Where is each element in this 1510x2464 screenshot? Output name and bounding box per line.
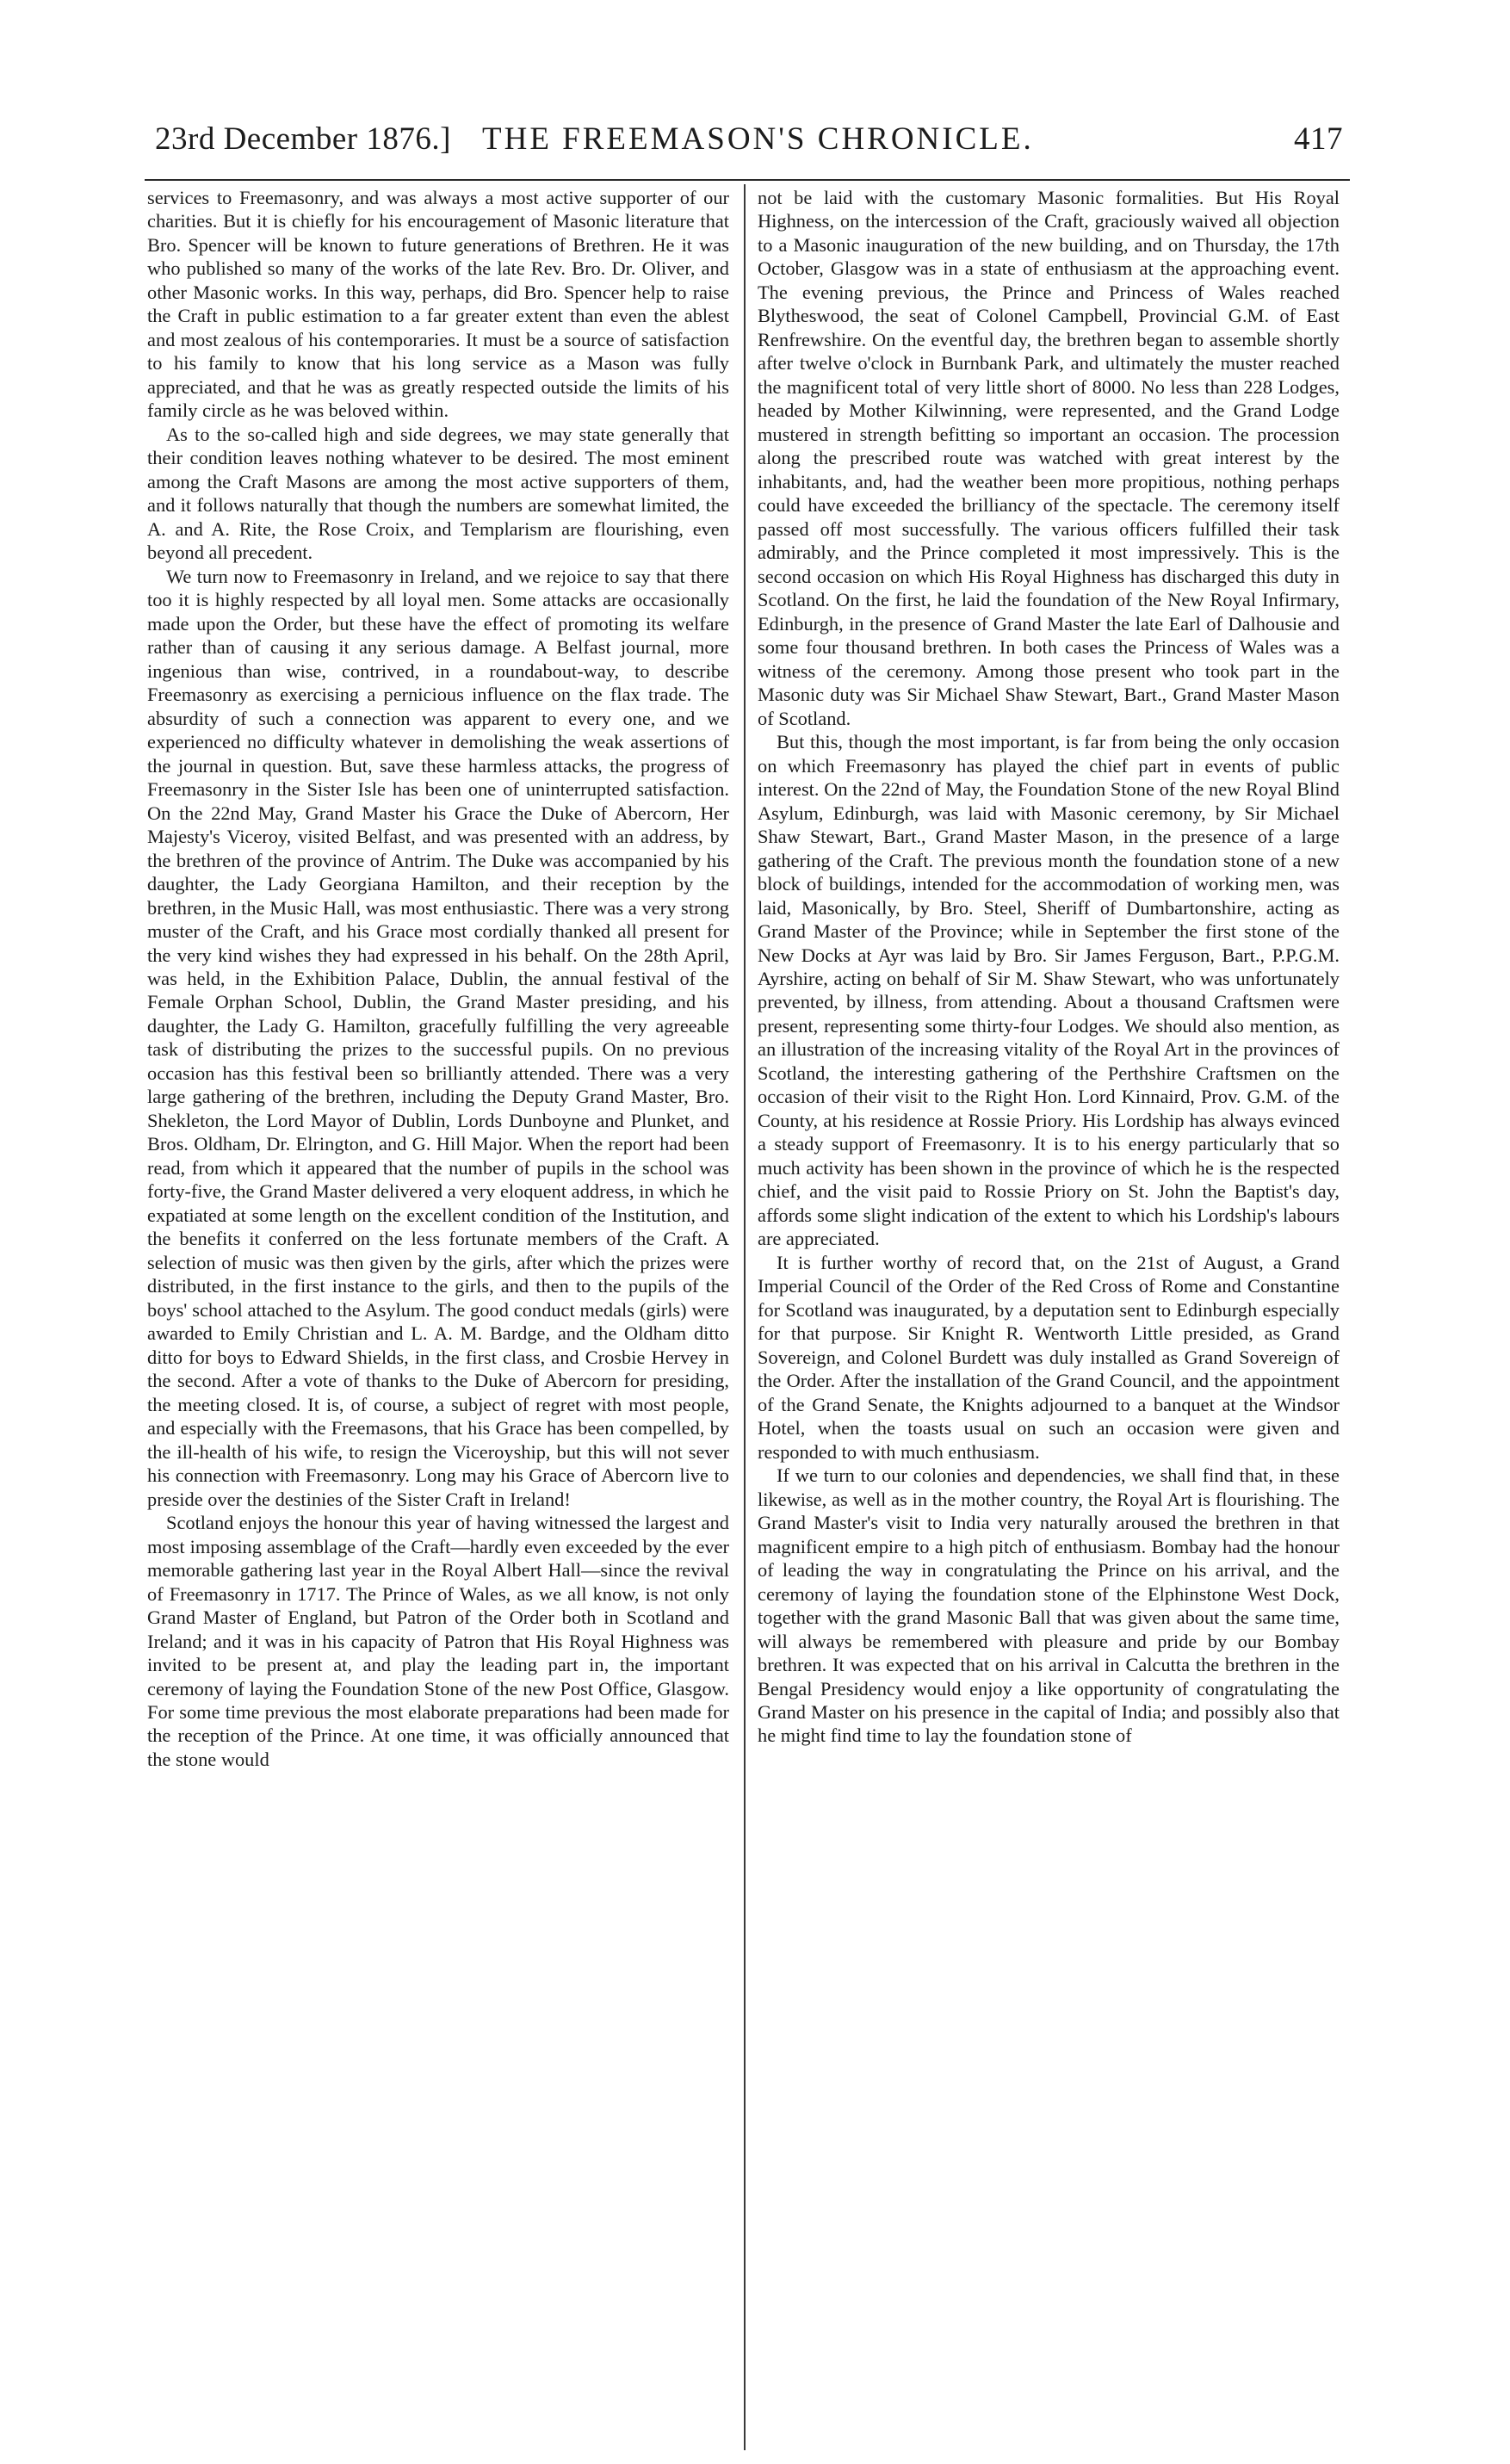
issue-date: 23rd December 1876.]: [155, 121, 451, 157]
right-column: [758, 186, 1340, 1748]
paragraph: not be laid with the customary Masonic formalities. But His Royal Highness, on the intercession of the Craft, graciously waived all objection to a Masonic inauguration of the new building, and on Thursday, the 17th October, Glasgow was in a state of enthusiasm at the approaching event. The evening previous, the Prince and Princess of Wales reached Blytheswood, the seat of Colonel Campbell, Provincial G.M. of East Renfrewshire. On the eventful day, the brethren began to assemble shortly after twelve o'clock in Burnbank Park, and ultimately the muster reached the magnificent total of very little short of 8000. No less than 228 Lodges, headed by Mother Kilwinning, were represented, and the Grand Lodge mustered in strength befitting so important an occasion. The procession along the prescribed route was watched with great interest by the inhabitants, and, had the weather been more propitious, nothing perhaps could have exceeded the brilliancy of the spectacle. The ceremony itself passed off most successfully. The various officers fulfilled their task admirably, and the Prince completed it most impressively. This is the second occasion on which His Royal Highness has discharged this duty in Scotland. On the first, he laid the foundation of the New Royal Infirmary, Edinburgh, in the presence of Grand Master the late Earl of Dalhousie and some four thousand brethren. In both cases the Princess of Wales was a witness of the ceremony. Among those present who took part in the Masonic duty was Sir Michael Shaw Stewart, Bart., Grand Master Mason of Scotland.: [758, 187, 1340, 729]
paragraph: If we turn to our colonies and dependencies, we shall find that, in these likewise, as well as in the mother country, the Royal Art is flourishing. The Grand Master's visit to India very naturally aroused the brethren in that magnificent empire to a high pitch of enthusiasm. Bombay had the honour of leading the way in congratulating the Prince on his arrival, and the ceremony of laying the foundation stone of the Elphinstone West Dock, together with the grand Masonic Ball that was given about the same time, will always be remembered with pleasure and pride by our Bombay brethren. It was expected that on his arrival in Calcutta the brethren in the Bengal Presidency would enjoy a like opportunity of congratulating the Grand Master on his presence in the capital of India; and possibly also that he might find time to lay the foundation stone of: [758, 1464, 1340, 1747]
column-divider: [744, 184, 746, 2450]
header-rule: [145, 179, 1350, 181]
masthead: [155, 121, 1343, 172]
paragraph: But this, though the most important, is far from being the only occasion on which Freemasonry has played the chief part in events of public interest. On the 22nd of May, the Foundation Stone of the new Royal Blind Asylum, Edinburgh, was laid with Masonic ceremony, by Sir Michael Shaw Stewart, Bart., Grand Master Mason, in the presence of a large gathering of the Craft. The previous month the foundation stone of a new block of buildings, intended for the accommodation of working men, was laid, Masonically, by Bro. Steel, Sheriff of Dumbartonshire, acting as Grand Master of the Province; while in September the first stone of the New Docks at Ayr was laid by Bro. Sir James Ferguson, Bart., P.P.G.M. Ayrshire, acting on behalf of Sir M. Shaw Stewart, who was unfortunately prevented, by illness, from attending. About a thousand Craftsmen were present, representing some thirty-four Lodges. We should also mention, as an illustration of the increasing vitality of the Royal Art in the provinces of Scotland, the interesting gathering of the Perthshire Craftsmen on the occasion of their visit to the Right Hon. Lord Kinnaird, Prov. G.M. of the County, at his residence at Rossie Priory. His Lordship has always evinced a steady support of Freemasonry. It is to his energy particularly that so much activity has been shown in the province of which he is the respected chief, and the visit paid to Rossie Priory on St. John the Baptist's day, affords some slight indication of the extent to which his Lordship's labours are appreciated.: [758, 731, 1340, 1250]
paragraph: We turn now to Freemasonry in Ireland, and we rejoice to say that there too it is highly respected by all loyal men. Some attacks are occasionally made upon the Order, but these have the effect of promoting its welfare rather than of causing it any serious damage. A Belfast journal, more ingenious than wise, contrived, in a roundabout-way, to describe Freemasonry as exercising a pernicious influence on the flax trade. The absurdity of such a connection was apparent to every one, and we experienced no difficulty whatever in demolishing the weak assertions of the journal in question. But, save these harmless attacks, the progress of Freemasonry in the Sister Isle has been one of uninterrupted satisfaction. On the 22nd May, Grand Master his Grace the Duke of Abercorn, Her Majesty's Viceroy, visited Belfast, and was presented with an address, by the brethren of the province of Antrim. The Duke was accompanied by his daughter, the Lady Georgiana Hamilton, and their reception by the brethren, in the Music Hall, was most enthusiastic. There was a very strong muster of the Craft, and his Grace most cordially thanked all present for the very kind wishes they had expressed in his behalf. On the 28th April, was held, in the Exhibition Palace, Dublin, the annual festival of the Female Orphan School, Dublin, the Grand Master presiding, and his daughter, the Lady G. Hamilton, gracefully fulfilling the very agreeable task of distributing the prizes to the successful pupils. On no previous occasion has this festival been so brilliantly attended. There was a very large gathering of the brethren, including the Deputy Grand Master, Bro. Shekleton, the Lord Mayor of Dublin, Lords Dunboyne and Plunket, and Bros. Oldham, Dr. Elrington, and G. Hill Major. When the report had been read, from which it appeared that the number of pupils in the school was forty-five, the Grand Master delivered a very eloquent address, in which he expatiated at some length on the excellent condition of the Institution, and the benefits it conferred on the less fortunate members of the Craft. A selection of music was then given by the girls, after which the prizes were distributed, in the first instance to the girls, and then to the pupils of the boys' school attached to the Asylum. The good conduct medals (girls) were awarded to Emily Christian and L. A. M. Bardge, and the Oldham ditto ditto for boys to Edward Shields, in the first class, and Crosbie Hervey in the second. After a vote of thanks to the Duke of Abercorn for presiding, the meeting closed. It is, of course, a subject of regret with most people, and especially with the Freemasons, that his Grace has been compelled, by the ill-health of his wife, to resign the Viceroyship, but this will not sever his connection with Freemasonry. Long may his Grace of Abercorn live to preside over the destinies of the Sister Craft in Ireland!: [147, 565, 729, 1510]
publication-title: THE FREEMASON'S CHRONICLE.: [482, 121, 1034, 157]
paragraph: It is further worthy of record that, on the 21st of August, a Grand Imperial Council of the Order of the Red Cross of Rome and Constantine for Scotland was inaugurated, by a deputation sent to Edinburgh especially for that purpose. Sir Knight R. Wentworth Little presided, as Grand Sovereign, and Colonel Burdett was duly installed as Grand Sovereign of the Order. After the installation of the Grand Council, and the appointment of the Grand Senate, the Knights adjourned to a banquet at the Windsor Hotel, when the toasts usual on such an occasion were given and responded to with much enthusiasm.: [758, 1251, 1340, 1463]
paragraph: As to the so-called high and side degrees, we may state generally that their condition leaves nothing whatever to be desired. The most eminent among the Craft Masons are among the most active supporters of them, and it follows naturally that though the numbers are somewhat limited, the A. and A. Rite, the Rose Croix, and Templarism are flourishing, even beyond all precedent.: [147, 423, 729, 564]
paragraph: services to Freemasonry, and was always a most active supporter of our charities. But it is chiefly for his encouragement of Masonic literature that Bro. Spencer will be known to future generations of Brethren. He it was who published so many of the works of the late Rev. Bro. Dr. Oliver, and other Masonic works. In this way, perhaps, did Bro. Spencer help to raise the Craft in public estimation to a far greater extent than even the ablest and most zealous of his contemporaries. It must be a source of satisfaction to his family to know that his long service as a Mason was fully appreciated, and that he was as greatly respected outside the limits of his family circle as he was beloved within.: [147, 187, 729, 422]
page-number: 417: [1294, 121, 1343, 157]
left-column: [147, 186, 729, 1771]
paragraph: Scotland enjoys the honour this year of having witnessed the largest and most imposing assemblage of the Craft—hardly even exceeded by the ever memorable gathering last year in the Royal Albert Hall—since the revival of Freemasonry in 1717. The Prince of Wales, as we all know, is not only Grand Master of England, but Patron of the Order both in Scotland and Ireland; and it was in his capacity of Patron that His Royal Highness was invited to be present at, and play the leading part in, the important ceremony of laying the Foundation Stone of the new Post Office, Glasgow. For some time previous the most elaborate preparations had been made for the reception of the Prince. At one time, it was officially announced that the stone would: [147, 1512, 729, 1770]
